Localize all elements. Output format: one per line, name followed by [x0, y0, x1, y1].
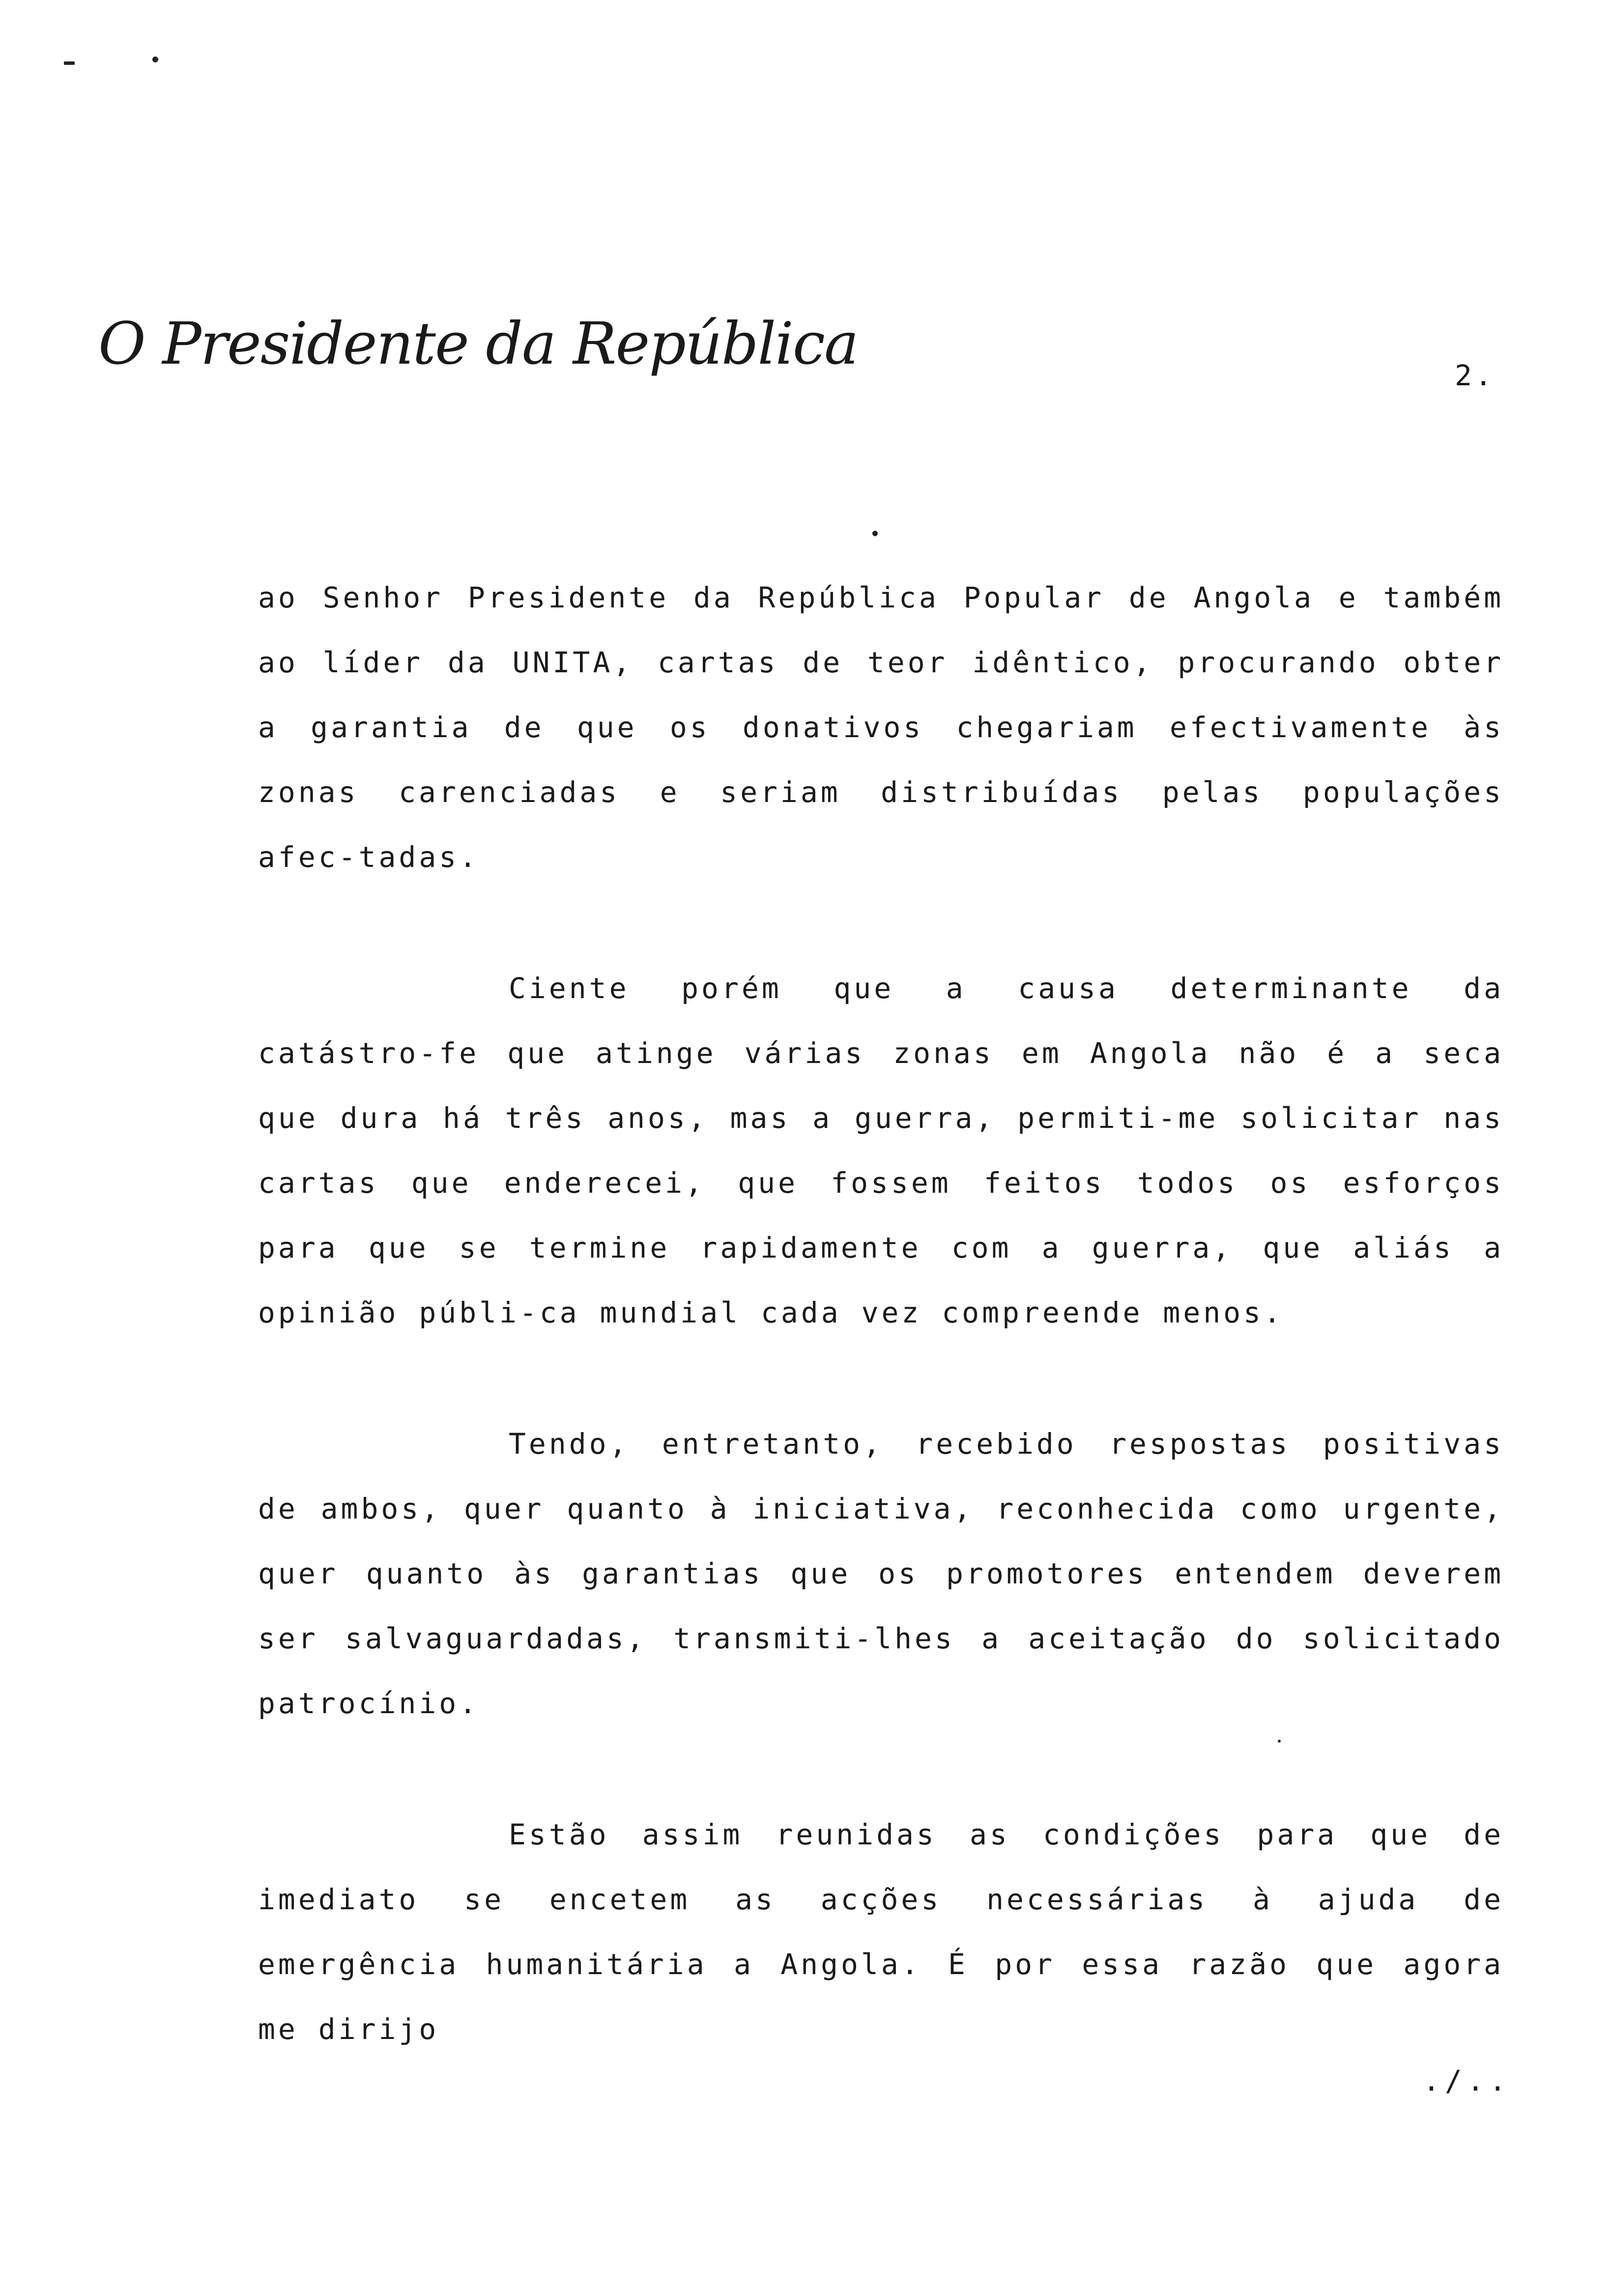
scan-speck [872, 531, 878, 536]
page-number: 2. [1455, 359, 1495, 392]
letterhead-title: O Presidente da República [98, 310, 858, 377]
letter-body [258, 565, 1504, 2062]
scan-speck [152, 57, 158, 62]
scan-speck [64, 61, 75, 65]
paragraph-3: Tendo, entretanto, recebido respostas positivas de ambos, quer quanto à iniciativa, reconhecida como urgente, quer quanto às garantias que os promotores entendem deverem ser salvaguardadas, transmiti-lhes a aceitação do solicitado patrocínio. [258, 1427, 1504, 1720]
paragraph-4: Estão assim reunidas as condições para que de imediato se encetem as acções necessárias à ajuda de emergência humanitária a Angola. É por essa razão que agora me dirijo [258, 1818, 1504, 2046]
continuation-mark: ./.. [1423, 2064, 1511, 2097]
paragraph-1: ao Senhor Presidente da República Popular de Angola e também ao líder da UNITA, cartas de teor idêntico, procurando obter a garantia de que os donativos chegariam efectivamente às zonas carenciadas e seriam distribuídas pelas populações afec-tadas. [258, 581, 1504, 874]
paragraph-2: Ciente porém que a causa determinante da catástro-fe que atinge várias zonas em Angola não é a seca que dura há três anos, mas a guerra, permiti-me solicitar nas cartas que enderecei, que fossem feitos todos os esforços para que se termine rapidamente com a guerra, que aliás a opinião públi-ca mundial cada vez compreende menos. [258, 972, 1504, 1329]
